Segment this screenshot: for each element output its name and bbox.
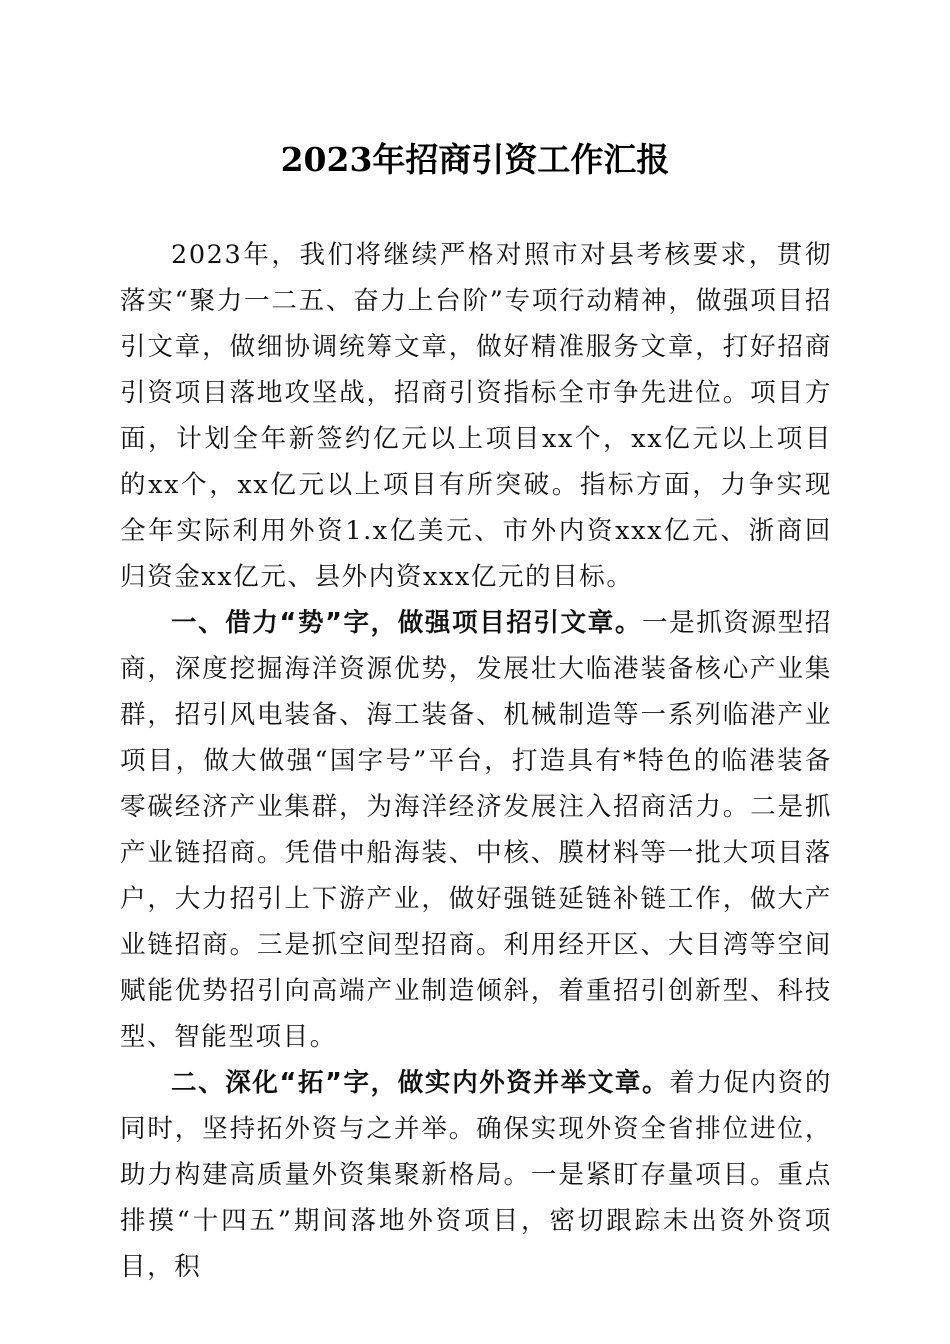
paragraph-text: 2023年，我们将继续严格对照市对县考核要求，贯彻落实“聚力一二五、奋力上台阶”专项行动精神，做强项目招引文章，做细协调统筹文章，做好精准服务文章，打好招商引资项目落地攻坚战，招商引资指标全市争先进位。项目方面，计划全年新签约亿元以上项目xx个，xx亿元以上项目的xx个，xx亿元以上项目有所突破。指标方面，力争实现全年实际利用外资1.x亿美元、市外内资xxx亿元、浙商回归资金xx亿元、县外内资xxx亿元的目标。	[120, 240, 832, 592]
paragraph-text: 一是抓资源型招商，深度挖掘海洋资源优势，发展壮大临港装备核心产业集群，招引风电装备、海工装备、机械制造等一系列临港产业项目，做大做强“国字号”平台，打造具有*特色的临港装备零碳经济产业集群，为海洋经济发展注入招商活力。二是抓产业链招商。凭借中船海装、中核、膜材料等一批大项目落户，大力招引上下游产业，做好强链延链补链工作，做大产业链招商。三是抓空间型招商。利用经开区、大目湾等空间赋能优势招引向高端产业制造倾斜，着重招引创新型、科技型、智能型项目。	[120, 608, 832, 1052]
document-body	[120, 232, 832, 1290]
paragraph-intro	[120, 232, 832, 600]
paragraph-heading: 一、借力“势”字，做强项目招引文章。	[171, 608, 643, 638]
document-title: 2023年招商引资工作汇报	[280, 140, 670, 179]
paragraph-section-1	[120, 600, 832, 1060]
paragraph-heading: 二、深化“拓”字，做实内外资并举文章。	[171, 1068, 670, 1098]
paragraph-section-2	[120, 1060, 832, 1290]
paragraph-text: 着力促内资的同时，坚持拓外资与之并举。确保实现外资全省排位进位，助力构建高质量外资集聚新格局。一是紧盯存量项目。重点排摸“十四五”期间落地外资项目，密切跟踪未出资外资项目，积	[120, 1068, 832, 1282]
